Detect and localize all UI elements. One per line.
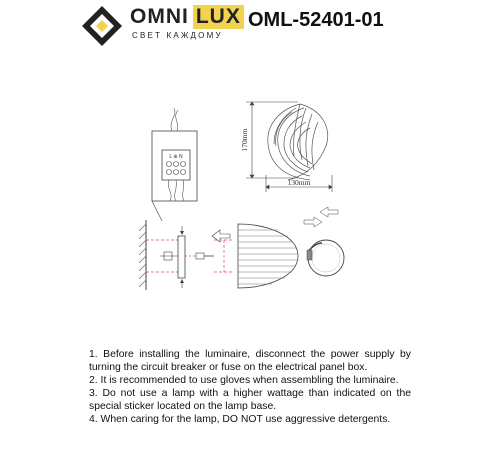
wall-mount-assembly [139,220,232,290]
terminal-block-callout [152,108,197,221]
installation-diagram [0,80,500,310]
brand-tagline: СВЕТ КАЖДОМУ [132,31,223,40]
brand-name-accent: LUX [193,5,244,29]
width-dimension-label: 130mm [287,178,311,187]
document-header [0,0,500,60]
retaining-clip [307,240,344,276]
brand-name-main: OMNI [130,5,189,28]
brand-name [130,5,244,29]
lamp-shade-view [238,224,298,288]
instruction-item: 2. It is recommended to use gloves when assembling the luminaire. [89,375,399,387]
instruction-item: 3. Do not use a lamp with a higher wattage than indicated on the special sticker located on the lamp base. [89,388,411,413]
instruction-item: 1. Before installing the luminaire, disconnect the power supply by turning the circuit breaker or fuse on the electrical panel box. [89,349,411,374]
height-dimension-label: 170mm [240,128,249,152]
lamp-dimension-view [240,102,332,192]
rotation-arrows-icon [304,207,338,227]
safety-instructions [89,348,411,427]
model-number: OML-52401-01 [248,9,384,31]
instruction-item: 4. When caring for the lamp, DO NOT use aggressive detergents. [89,414,391,426]
terminal-labels: L ⊕ N [169,154,183,160]
omnilux-logo-icon [80,4,124,48]
